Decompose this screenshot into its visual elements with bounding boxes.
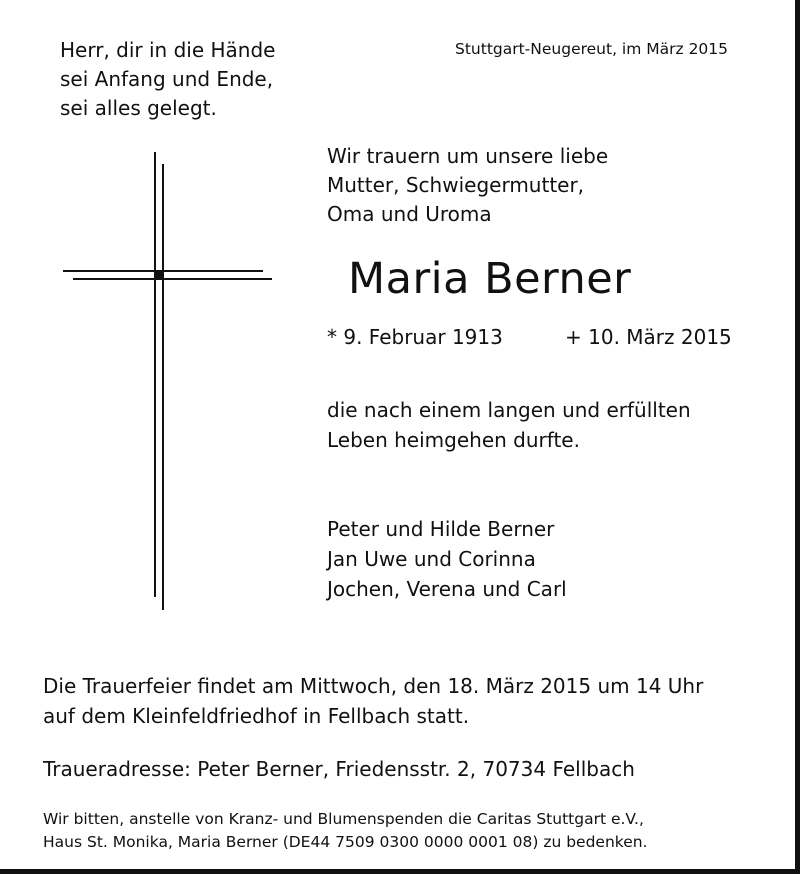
request-line: Wir bitten, anstelle von Kranz- und Blumenspenden die Caritas Stuttgart e.V.,: [43, 810, 644, 828]
deceased-name: Maria Berner: [348, 254, 632, 304]
cross-icon: [60, 152, 275, 612]
motto-line: sei alles gelegt.: [60, 96, 217, 120]
phrase-line: Leben heimgehen durfte.: [327, 428, 580, 452]
cross-center: [155, 271, 163, 279]
mourner-item: Jan Uwe und Corinna: [327, 547, 536, 571]
intro-line: Wir trauern um unsere liebe: [327, 144, 609, 168]
intro-line: Oma und Uroma: [327, 202, 492, 226]
motto-line: Herr, dir in die Hände: [60, 38, 276, 62]
birth-date: * 9. Februar 1913: [327, 325, 503, 349]
intro-line: Mutter, Schwiegermutter,: [327, 173, 585, 197]
motto-line: sei Anfang und Ende,: [60, 67, 274, 91]
mourner-item: Jochen, Verena und Carl: [327, 577, 567, 601]
memorial-phrase: [327, 395, 691, 455]
death-date: + 10. März 2015: [565, 325, 732, 349]
ceremony-line: Die Trauerfeier findet am Mittwoch, den 18. März 2015 um 14 Uhr: [43, 674, 704, 698]
bible-motto: [60, 36, 275, 123]
donation-request: [43, 808, 648, 854]
mourner-item: Peter und Hilde Berner: [327, 517, 555, 541]
ceremony-line: auf dem Kleinfeldfriedhof in Fellbach statt.: [43, 704, 470, 728]
place-date: Stuttgart-Neugereut, im März 2015: [455, 40, 729, 58]
request-line: Haus St. Monika, Maria Berner (DE44 7509 0300 0000 0001 08) zu bedenken.: [43, 833, 648, 851]
mourning-address: Traueradresse: Peter Berner, Friedensstr. 2, 70734 Fellbach: [43, 757, 635, 781]
phrase-line: die nach einem langen und erfüllten: [327, 398, 691, 422]
intro-text: [327, 142, 608, 229]
ceremony-info: [43, 671, 703, 731]
mourners-list: [327, 514, 567, 604]
